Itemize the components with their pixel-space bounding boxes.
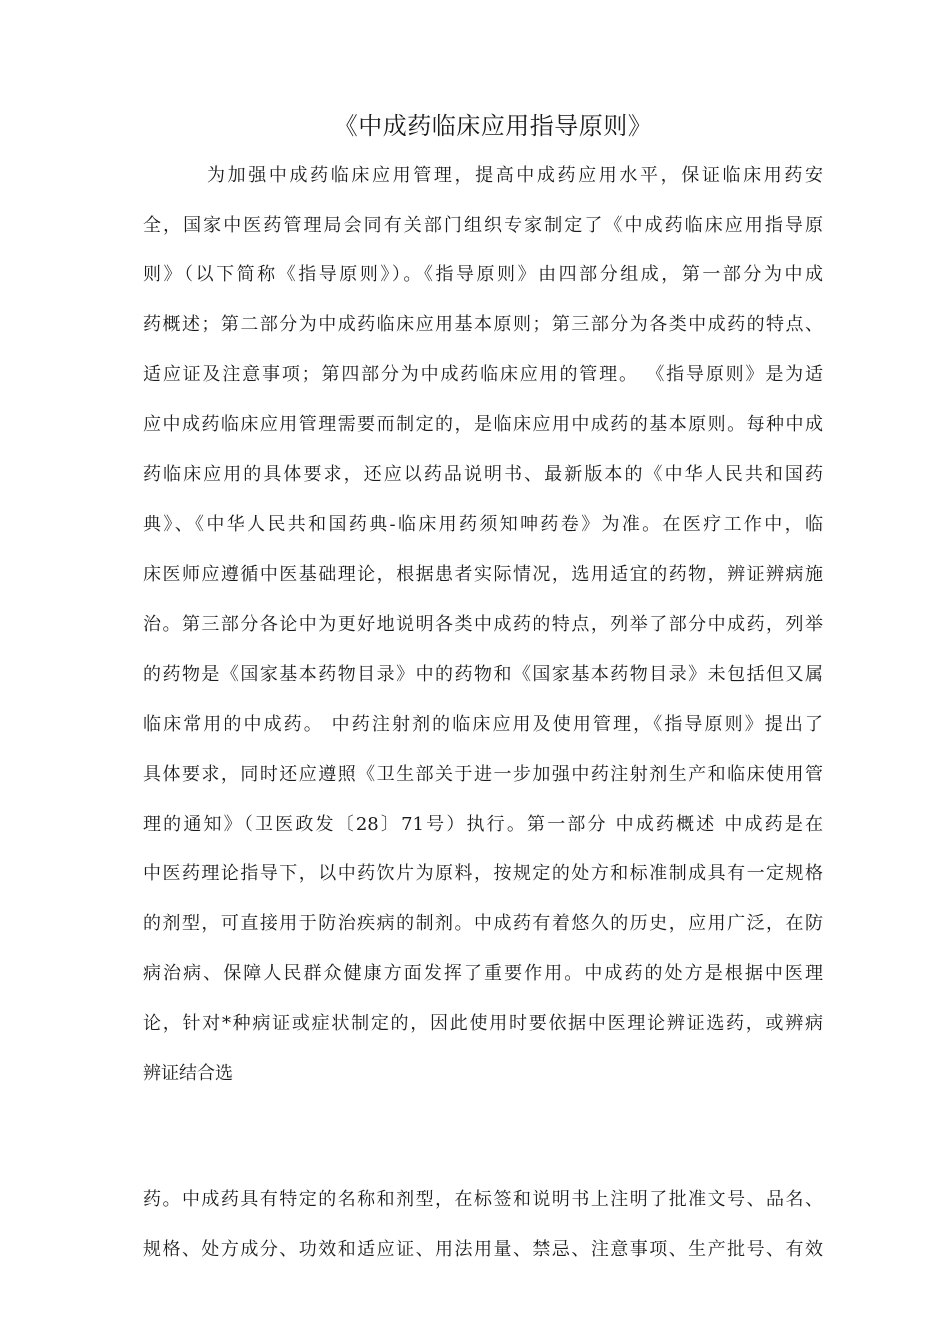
paragraph-line: 的药物是《国家基本药物目录》中的药物和《国家基本药物目录》未包括但又属 — [143, 664, 823, 685]
paragraph-line: 床医师应遵循中医基础理论，根据患者实际情况，选用适宜的药物，辨证辨病施 — [143, 564, 823, 585]
paragraph-line: 治。第三部分各论中为更好地说明各类中成药的特点，列举了部分中成药，列举 — [143, 614, 823, 635]
paragraph-line: 的剂型，可直接用于防治疾病的制剂。中成药有着悠久的历史，应用广泛，在防 — [143, 913, 823, 934]
paragraph-line: 病治病、保障人民群众健康方面发挥了重要作用。中成药的处方是根据中医理 — [143, 963, 823, 984]
paragraph-line: 辨证结合选 — [143, 1063, 233, 1084]
paragraph-line: 论，针对*种病证或症状制定的，因此使用时要依据中医理论辨证选药，或辨病 — [143, 1013, 823, 1034]
document-title: 《中成药临床应用指导原则》 — [333, 112, 653, 140]
paragraph-line: 则》（以下简称《指导原则》）。《指导原则》由四部分组成，第一部分为中成 — [143, 264, 823, 285]
paragraph-line: 适应证及注意事项；第四部分为中成药临床应用的管理。 《指导原则》是为适 — [143, 364, 823, 385]
continuation-line: 药。中成药具有特定的名称和剂型，在标签和说明书上注明了批准文号、品名、 — [143, 1189, 823, 1210]
paragraph-line: 理的通知》（卫医政发〔28〕71号）执行。第一部分 中成药概述 中成药是在 — [143, 814, 823, 835]
paragraph-line: 全，国家中医药管理局会同有关部门组织专家制定了《中成药临床应用指导原 — [143, 215, 823, 236]
continuation-line: 规格、处方成分、功效和适应证、用法用量、禁忌、注意事项、生产批号、有效 — [143, 1239, 823, 1260]
paragraph-line: 为加强中成药临床应用管理，提高中成药应用水平，保证临床用药安 — [207, 165, 823, 186]
paragraph-line: 典》、《中华人民共和国药典-临床用药须知呻药卷》为准。在医疗工作中，临 — [143, 514, 823, 535]
paragraph-line: 药临床应用的具体要求，还应以药品说明书、最新版本的《中华人民共和国药 — [143, 464, 823, 485]
paragraph-line: 具体要求，同时还应遵照《卫生部关于进一步加强中药注射剂生产和临床使用管 — [143, 764, 823, 785]
paragraph-line: 应中成药临床应用管理需要而制定的，是临床应用中成药的基本原则。每种中成 — [143, 414, 823, 435]
paragraph-line: 药概述；第二部分为中成药临床应用基本原则；第三部分为各类中成药的特点、 — [143, 314, 823, 335]
paragraph-line: 中医药理论指导下，以中药饮片为原料，按规定的处方和标准制成具有一定规格 — [143, 863, 823, 884]
paragraph-line: 临床常用的中成药。 中药注射剂的临床应用及使用管理，《指导原则》提出了 — [143, 714, 823, 735]
